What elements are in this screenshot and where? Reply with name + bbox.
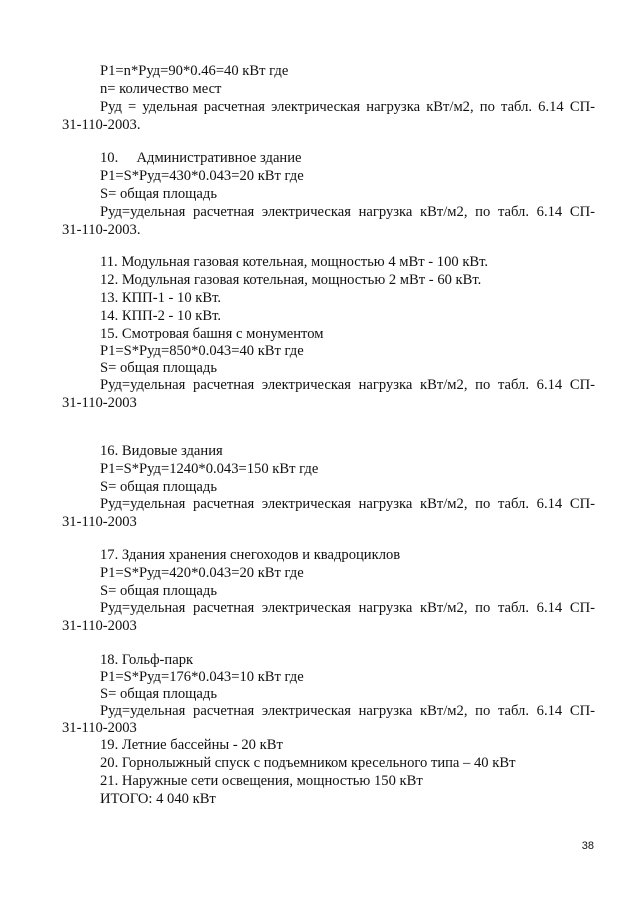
formula-line: P1=S*Руд=420*0.043=20 кВт где <box>100 565 304 581</box>
definition-line: n= количество мест <box>100 81 222 97</box>
section-heading: 15. Смотровая башня с монументом <box>100 326 324 342</box>
total-line: ИТОГО: 4 040 кВт <box>100 791 216 807</box>
reference-continuation: 31-110-2003 <box>62 720 137 736</box>
section-heading: 10. Административное здание <box>100 150 302 166</box>
reference-line: Руд=удельная расчетная электрическая нагрузка кВт/м2, по табл. 6.14 СП- <box>100 703 595 719</box>
definition-line: S= общая площадь <box>100 583 217 599</box>
list-item: 11. Модульная газовая котельная, мощностью 4 мВт - 100 кВт. <box>100 254 489 270</box>
section-heading: 18. Гольф-парк <box>100 652 194 668</box>
reference-line: Руд = удельная расчетная электрическая нагрузка кВт/м2, по табл. 6.14 СП- <box>100 99 595 115</box>
reference-line: Руд=удельная расчетная электрическая нагрузка кВт/м2, по табл. 6.14 СП- <box>100 496 595 512</box>
section-heading: 16. Видовые здания <box>100 443 223 459</box>
formula-line: P1=S*Руд=1240*0.043=150 кВт где <box>100 461 319 477</box>
definition-line: S= общая площадь <box>100 360 217 376</box>
definition-line: S= общая площадь <box>100 186 217 202</box>
formula-line: P1=S*Руд=850*0.043=40 кВт где <box>100 343 304 359</box>
formula-line: P1=S*Руд=430*0.043=20 кВт где <box>100 168 304 184</box>
reference-continuation: 31-110-2003 <box>62 618 137 634</box>
definition-line: S= общая площадь <box>100 479 217 495</box>
section-heading: 17. Здания хранения снегоходов и квадроциклов <box>100 547 401 563</box>
list-item: 20. Горнолыжный спуск с подъемником кресельного типа – 40 кВт <box>100 755 516 771</box>
list-item: 14. КПП-2 - 10 кВт. <box>100 308 222 324</box>
formula-line: P1=n*Руд=90*0.46=40 кВт где <box>100 63 289 79</box>
reference-line: Руд=удельная расчетная электрическая нагрузка кВт/м2, по табл. 6.14 СП- <box>100 204 595 220</box>
reference-continuation: 31-110-2003. <box>62 117 141 133</box>
list-item: 19. Летние бассейны - 20 кВт <box>100 737 283 753</box>
reference-continuation: 31-110-2003. <box>62 222 141 238</box>
page-number: 38 <box>581 840 594 852</box>
reference-continuation: 31-110-2003 <box>62 395 137 411</box>
formula-line: P1=S*Руд=176*0.043=10 кВт где <box>100 669 304 685</box>
list-item: 12. Модульная газовая котельная, мощностью 2 мВт - 60 кВт. <box>100 272 482 288</box>
reference-line: Руд=удельная расчетная электрическая нагрузка кВт/м2, по табл. 6.14 СП- <box>100 377 595 393</box>
definition-line: S= общая площадь <box>100 686 217 702</box>
list-item: 21. Наружные сети освещения, мощностью 150 кВт <box>100 773 423 789</box>
reference-line: Руд=удельная расчетная электрическая нагрузка кВт/м2, по табл. 6.14 СП- <box>100 600 595 616</box>
reference-continuation: 31-110-2003 <box>62 514 137 530</box>
list-item: 13. КПП-1 - 10 кВт. <box>100 290 222 306</box>
